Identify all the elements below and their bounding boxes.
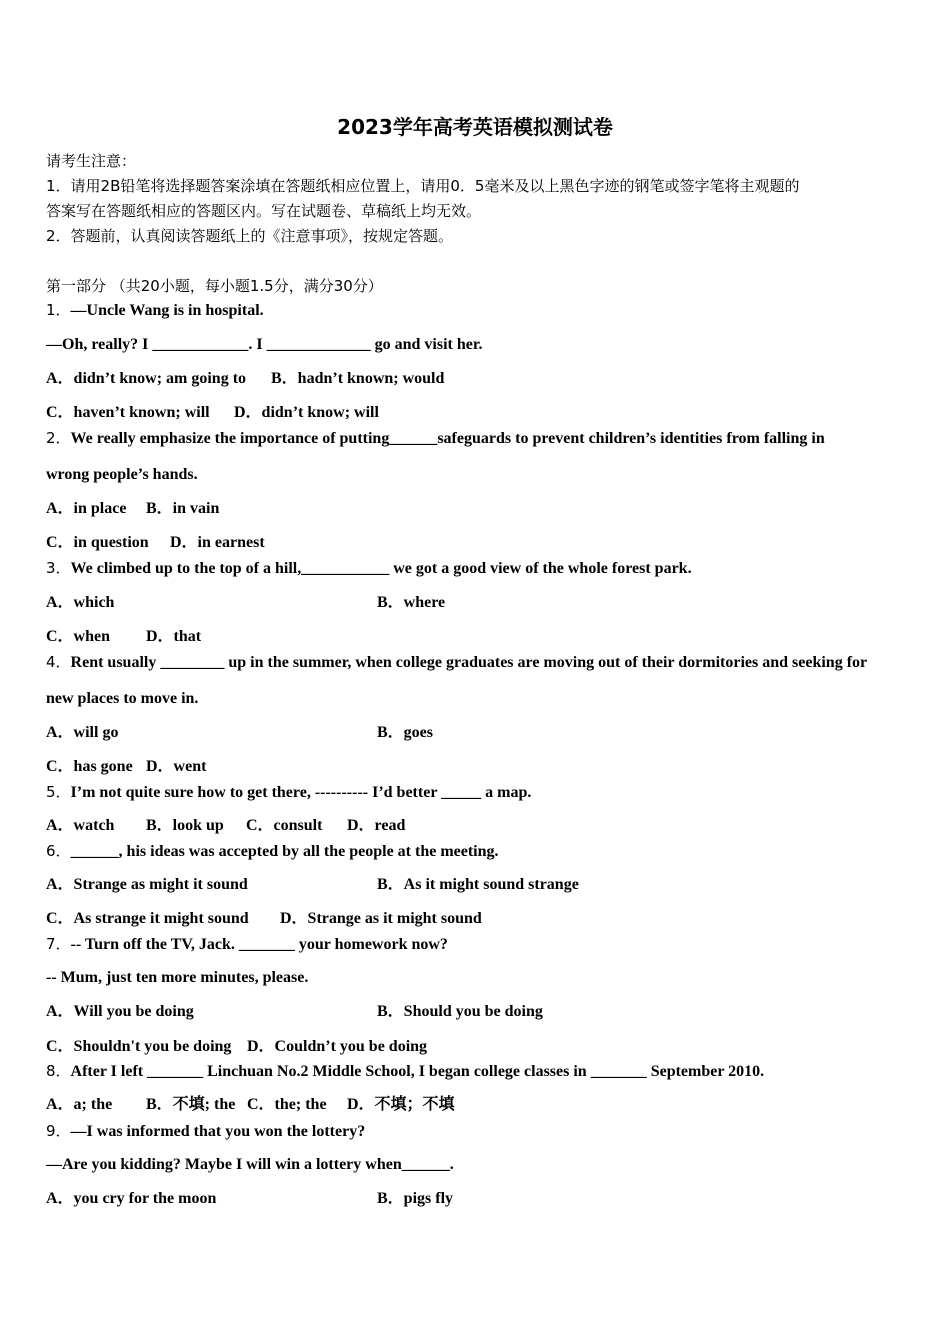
option-b[interactable]: B．hadn’t known; would <box>271 370 445 387</box>
question-number: 1． <box>46 301 71 319</box>
option-b[interactable]: B．pigs fly <box>377 1190 454 1207</box>
option-d[interactable]: D．went <box>146 758 207 775</box>
question-7-line-2: -- Mum, just ten more minutes, please. <box>46 969 309 986</box>
option-d[interactable]: D．in earnest <box>170 534 265 551</box>
question-2 <box>46 428 825 449</box>
notice-heading: 请考生注意： <box>46 152 137 170</box>
question-number: 7． <box>46 935 71 953</box>
question-5 <box>46 782 531 803</box>
question-stem: —I was informed that you won the lottery? <box>70 1123 366 1140</box>
question-stem: I’m not quite sure how to get there, ---------- I’d better _____ a map. <box>70 784 532 801</box>
option-d[interactable]: D．Couldn’t you be doing <box>247 1038 428 1055</box>
question-9 <box>46 1121 365 1142</box>
question-stem: We climbed up to the top of a hill,___________ we got a good view of the whole forest park. <box>70 560 692 577</box>
option-c[interactable]: C．Shouldn't you be doing <box>46 1038 232 1055</box>
question-number: 5． <box>46 783 71 801</box>
question-4-line-2: new places to move in. <box>46 690 199 707</box>
question-6 <box>46 841 499 862</box>
option-a[interactable]: A．which <box>46 594 115 611</box>
question-4 <box>46 652 867 673</box>
notice-line-2: 答案写在答题纸相应的答题区内。写在试题卷、草稿纸上均无效。 <box>46 202 482 220</box>
question-number: 3． <box>46 559 71 577</box>
option-b[interactable]: B．where <box>377 594 446 611</box>
option-a[interactable]: A．a; the <box>46 1096 113 1113</box>
option-d[interactable]: D．Strange as it might sound <box>280 910 482 927</box>
option-b[interactable]: B．As it might sound strange <box>377 876 579 893</box>
option-d[interactable]: D．read <box>347 817 406 834</box>
option-c[interactable]: C．when <box>46 628 111 645</box>
option-d[interactable]: D．不填；不填 <box>347 1096 455 1113</box>
question-number: 9． <box>46 1122 71 1140</box>
option-b[interactable]: B．不填; the <box>146 1096 236 1113</box>
question-stem: —Uncle Wang is in hospital. <box>70 302 264 319</box>
option-c[interactable]: C．in question <box>46 534 149 551</box>
question-number: 8． <box>46 1062 71 1080</box>
option-d[interactable]: D．didn’t know; will <box>234 404 379 421</box>
question-7 <box>46 934 448 955</box>
question-stem: -- Turn off the TV, Jack. _______ your homework now? <box>70 936 448 953</box>
option-c[interactable]: C．the; the <box>247 1096 327 1113</box>
question-stem: Rent usually ________ up in the summer, when college graduates are moving out of their dormitories and seeking for <box>70 654 868 671</box>
question-stem: ______, his ideas was accepted by all the people at the meeting. <box>70 843 499 860</box>
question-1 <box>46 300 264 321</box>
option-c[interactable]: C．consult <box>246 817 323 834</box>
option-a[interactable]: A．in place <box>46 500 127 517</box>
option-c[interactable]: C．has gone <box>46 758 133 775</box>
notice-line-1: 1．请用2B铅笔将选择题答案涂填在答题纸相应位置上，请用0．5毫米及以上黑色字迹的钢笔或签字笔将主观题的 <box>46 177 800 195</box>
option-b[interactable]: B．Should you be doing <box>377 1003 543 1020</box>
question-8 <box>46 1061 764 1082</box>
option-b[interactable]: B．in vain <box>146 500 220 517</box>
option-c[interactable]: C．haven’t known; will <box>46 404 210 421</box>
page-title: 2023学年高考英语模拟测试卷 <box>337 115 613 139</box>
option-a[interactable]: A．Strange as might it sound <box>46 876 248 893</box>
option-b[interactable]: B．look up <box>146 817 224 834</box>
question-number: 6． <box>46 842 71 860</box>
option-a[interactable]: A．will go <box>46 724 119 741</box>
option-c[interactable]: C．As strange it might sound <box>46 910 249 927</box>
notice-line-3: 2．答题前，认真阅读答题纸上的《注意事项》，按规定答题。 <box>46 227 454 245</box>
question-9-line-2: —Are you kidding? Maybe I will win a lottery when______. <box>46 1156 454 1173</box>
option-a[interactable]: A．watch <box>46 817 115 834</box>
option-a[interactable]: A．you cry for the moon <box>46 1190 217 1207</box>
question-stem: We really emphasize the importance of putting______safeguards to prevent children’s identities from falling in <box>70 430 825 447</box>
option-b[interactable]: B．goes <box>377 724 434 741</box>
question-1-line-2: —Oh, really? I ____________. I _____________ go and visit her. <box>46 336 483 353</box>
option-d[interactable]: D．that <box>146 628 202 645</box>
option-a[interactable]: A．Will you be doing <box>46 1003 194 1020</box>
option-a[interactable]: A．didn’t know; am going to <box>46 370 247 387</box>
question-number: 4． <box>46 653 71 671</box>
question-stem: After I left _______ Linchuan No.2 Middle School, I began college classes in _______ September 2010. <box>70 1063 765 1080</box>
question-3 <box>46 558 692 579</box>
question-number: 2． <box>46 429 71 447</box>
section-heading: 第一部分 （共20小题，每小题1.5分，满分30分） <box>46 277 383 295</box>
question-2-line-2: wrong people’s hands. <box>46 466 198 483</box>
